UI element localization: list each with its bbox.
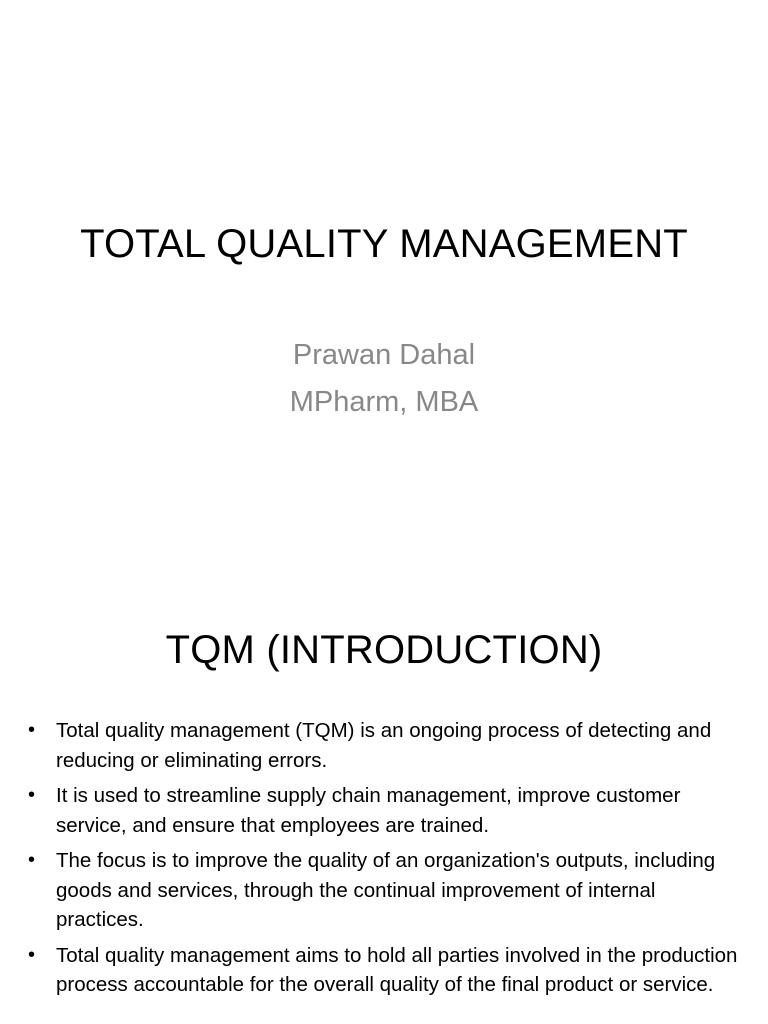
bullet-list <box>28 716 740 1006</box>
bullet-text: Total quality management (TQM) is an ongoing process of detecting and reducing or eliminating errors. <box>56 719 712 772</box>
slide-title: TQM (INTRODUCTION) <box>165 628 603 672</box>
slide-subtitle <box>0 332 768 426</box>
bullet-icon: • <box>28 849 36 871</box>
bullet-icon: • <box>28 719 36 741</box>
bullet-icon: • <box>28 943 36 966</box>
bullet-item <box>28 716 740 775</box>
content-slide <box>0 576 768 1024</box>
bullet-item <box>28 846 740 935</box>
bullet-text: Total quality management aims to hold all parties involved in the production process accountable for the overall quality of the final product or service. <box>56 943 738 996</box>
bullet-text: The focus is to improve the quality of an organization's outputs, including goods and services, through the continual improvement of internal practices. <box>56 849 716 931</box>
slide-title: TOTAL QUALITY MANAGEMENT <box>80 222 688 266</box>
bullet-item <box>28 941 740 1000</box>
bullet-item <box>28 781 740 840</box>
author-credentials: MPharm, MBA <box>289 386 479 418</box>
bullet-text: It is used to streamline supply chain management, improve customer service, and ensure that employees are trained. <box>56 784 681 837</box>
author-name: Prawan Dahal <box>292 339 476 371</box>
bullet-icon: • <box>28 784 36 806</box>
